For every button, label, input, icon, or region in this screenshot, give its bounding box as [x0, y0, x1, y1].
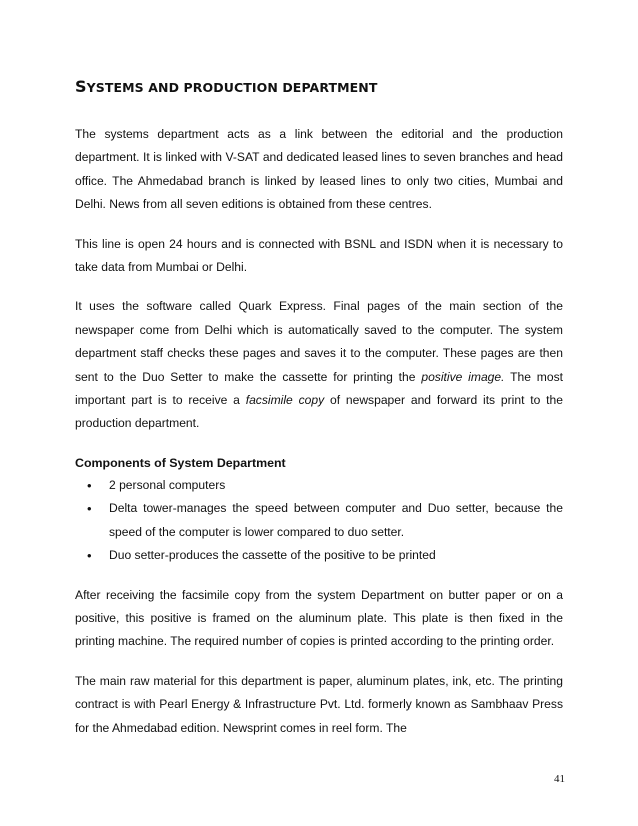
heading-rest: YSTEMS AND PRODUCTION DEPARTMENT	[86, 80, 378, 95]
paragraph-software-part1: It uses the software called Quark Express. Final pages of the main section of the newspaper come from Delhi which is automatically saved to the computer. The system department staff checks these pages and saves it to the computer. These pages are then sent to the Duo Setter to make the cassette for printing the	[75, 299, 563, 384]
paragraph-systems-role: The systems department acts as a link between the editorial and the production department. It is linked with V-SAT and dedicated leased lines to seven branches and head office. The Ahmedabad branch is linked by leased lines to only two cities, Mumbai and Delhi. News from all seven editions is obtained from these centres.	[75, 127, 563, 212]
paragraph-software-part3: of newspaper and forward its print to the production department.	[75, 393, 563, 431]
section-heading	[75, 78, 563, 97]
paragraph-line-availability: This line is open 24 hours and is connected with BSNL and ISDN when it is necessary to take data from Mumbai or Delhi.	[75, 236, 563, 275]
paragraph-facsimile-process: After receiving the facsimile copy from the system Department on butter paper or on a positive, this positive is framed on the aluminum plate. This plate is then fixed in the printing machine. The required number of copies is printed according to the printing order.	[75, 587, 563, 649]
paragraph-software	[75, 295, 563, 435]
heading-initial: S	[75, 77, 87, 96]
paragraph-raw-material: The main raw material for this department is paper, aluminum plates, ink, etc. The printing contract is with Pearl Energy & Infrastructure Pvt. Ltd. formerly known as Sambhaav Press for the Ahmedabad edition. Newsprint comes in reel form. The	[75, 673, 563, 735]
components-list	[75, 474, 563, 568]
list-item: • Duo setter-produces the cassette of the positive to be printed	[87, 544, 563, 567]
page-content	[75, 78, 563, 756]
paragraph-software-part2: The most important part is to receive a	[75, 369, 563, 408]
list-item: • Delta tower-manages the speed between computer and Duo setter, because the speed of the computer is lower compared to duo setter.	[87, 497, 563, 544]
list-item: • 2 personal computers	[87, 474, 563, 497]
page-number: 41	[554, 773, 565, 785]
components-heading: Components of System Department	[75, 455, 286, 470]
facsimile-copy-term: facsimile copy	[245, 393, 325, 408]
positive-image-term: positive image.	[421, 369, 505, 384]
